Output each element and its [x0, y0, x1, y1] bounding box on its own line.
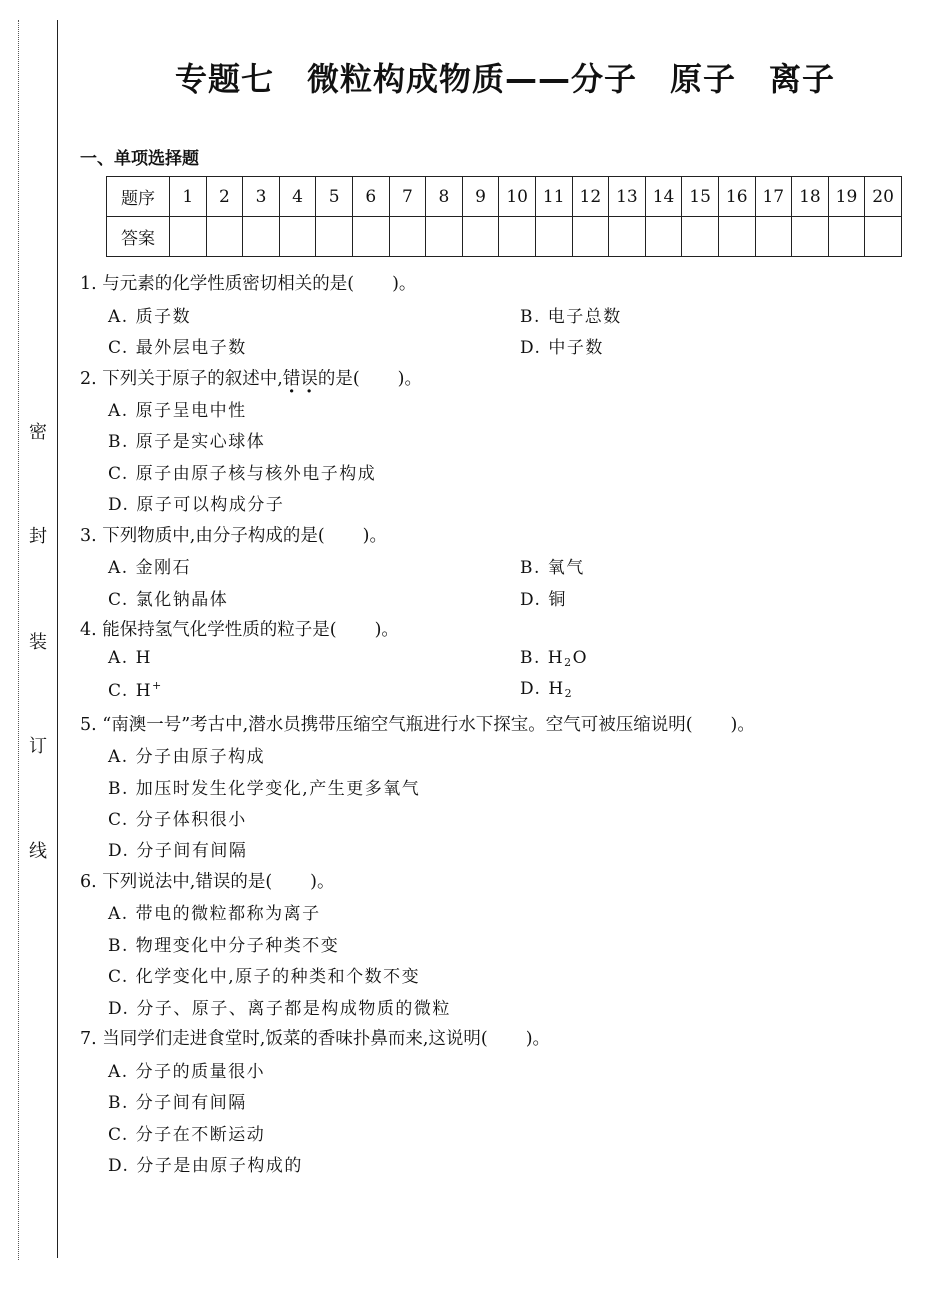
- question-3-stem: 3. 下列物质中,由分子构成的是( )。: [80, 526, 387, 546]
- number-cell: 20: [865, 177, 902, 217]
- option-1d[interactable]: D. 中子数: [520, 338, 604, 358]
- number-cell: 13: [609, 177, 646, 217]
- row-label-answer: 答案: [107, 217, 170, 257]
- number-cell: 12: [572, 177, 609, 217]
- answer-cell[interactable]: [316, 217, 353, 257]
- option-2a[interactable]: A. 原子呈电中性: [108, 401, 247, 421]
- option-6c[interactable]: C. 化学变化中,原子的种类和个数不变: [108, 967, 421, 987]
- answer-cell[interactable]: [206, 217, 243, 257]
- seal-char-4: 订: [29, 736, 47, 757]
- number-cell: 4: [279, 177, 316, 217]
- option-5c[interactable]: C. 分子体积很小: [108, 810, 247, 830]
- option-7d[interactable]: D. 分子是由原子构成的: [108, 1156, 303, 1176]
- answer-cell[interactable]: [792, 217, 829, 257]
- number-cell: 1: [170, 177, 207, 217]
- option-5a[interactable]: A. 分子由原子构成: [108, 747, 266, 767]
- option-3a[interactable]: A. 金刚石: [108, 558, 192, 578]
- seal-char-2: 封: [29, 526, 47, 547]
- option-3c[interactable]: C. 氯化钠晶体: [108, 590, 229, 610]
- option-7a[interactable]: A. 分子的质量很小: [108, 1062, 266, 1082]
- number-cell: 19: [828, 177, 865, 217]
- number-cell: 9: [462, 177, 499, 217]
- emphasis-mark: 误: [300, 369, 318, 389]
- answer-cell[interactable]: [462, 217, 499, 257]
- number-cell: 11: [535, 177, 572, 217]
- answer-cell[interactable]: [572, 217, 609, 257]
- seal-char-1: 密: [29, 422, 47, 443]
- answer-cell[interactable]: [828, 217, 865, 257]
- answer-cell[interactable]: [865, 217, 902, 257]
- number-cell: 3: [243, 177, 280, 217]
- option-6d[interactable]: D. 分子、原子、离子都是构成物质的微粒: [108, 999, 451, 1019]
- page-title: 专题七 微粒构成物质——分子 原子 离子: [174, 60, 835, 98]
- number-cell: 15: [682, 177, 719, 217]
- option-1c[interactable]: C. 最外层电子数: [108, 338, 247, 358]
- seal-char-3: 装: [29, 632, 47, 653]
- margin-rule: [57, 20, 58, 1258]
- option-2b[interactable]: B. 原子是实心球体: [108, 432, 266, 452]
- number-cell: 16: [718, 177, 755, 217]
- answer-cell[interactable]: [389, 217, 426, 257]
- seal-char-5: 线: [29, 841, 47, 862]
- seal-dotted-line: [18, 20, 19, 1260]
- section-title: 一、单项选择题: [80, 149, 199, 169]
- question-1-stem: 1. 与元素的化学性质密切相关的是( )。: [80, 274, 417, 294]
- option-3d[interactable]: D. 铜: [520, 590, 567, 610]
- question-5-stem: 5. “南澳一号”考古中,潜水员携带压缩空气瓶进行水下探宝。空气可被压缩说明( )。: [80, 715, 755, 735]
- number-cell: 18: [792, 177, 829, 217]
- answer-cell[interactable]: [718, 217, 755, 257]
- option-6b[interactable]: B. 物理变化中分子种类不变: [108, 936, 340, 956]
- option-2d[interactable]: D. 原子可以构成分子: [108, 495, 285, 515]
- question-4-stem: 4. 能保持氢气化学性质的粒子是( )。: [80, 620, 399, 640]
- option-4a[interactable]: A. H: [108, 648, 152, 668]
- option-4d[interactable]: D. $H_2$: [520, 679, 574, 700]
- number-cell: 5: [316, 177, 353, 217]
- number-cell: 8: [426, 177, 463, 217]
- option-7c[interactable]: C. 分子在不断运动: [108, 1125, 266, 1145]
- answer-cell[interactable]: [243, 217, 280, 257]
- answer-cell[interactable]: [609, 217, 646, 257]
- answer-cell[interactable]: [535, 217, 572, 257]
- number-cell: 14: [645, 177, 682, 217]
- answer-cell[interactable]: [352, 217, 389, 257]
- question-6-stem: 6. 下列说法中,错误的是( )。: [80, 872, 335, 892]
- answer-cell[interactable]: [645, 217, 682, 257]
- number-cell: 6: [352, 177, 389, 217]
- answer-cell[interactable]: [499, 217, 536, 257]
- answer-table-answer-row: [107, 217, 902, 257]
- emphasis-mark: 错: [282, 369, 301, 389]
- option-4c[interactable]: C. H+: [108, 679, 163, 701]
- answer-cell[interactable]: [682, 217, 719, 257]
- number-cell: 10: [499, 177, 536, 217]
- option-4b[interactable]: B. $H_2O$: [520, 648, 589, 669]
- option-1a[interactable]: A. 质子数: [108, 307, 192, 327]
- option-5d[interactable]: D. 分子间有间隔: [108, 841, 248, 861]
- number-cell: 7: [389, 177, 426, 217]
- question-7-stem: 7. 当同学们走进食堂时,饭菜的香味扑鼻而来,这说明( )。: [80, 1029, 551, 1049]
- answer-cell[interactable]: [426, 217, 463, 257]
- option-5b[interactable]: B. 加压时发生化学变化,产生更多氧气: [108, 779, 421, 799]
- row-label-number: 题序: [107, 177, 170, 217]
- option-7b[interactable]: B. 分子间有间隔: [108, 1093, 247, 1113]
- question-2-stem: 2. 下列关于原子的叙述中,错误的是( )。: [80, 369, 422, 389]
- option-6a[interactable]: A. 带电的微粒都称为离子: [108, 904, 321, 924]
- option-1b[interactable]: B. 电子总数: [520, 307, 622, 327]
- number-cell: 2: [206, 177, 243, 217]
- answer-cell[interactable]: [755, 217, 792, 257]
- option-3b[interactable]: B. 氧气: [520, 558, 585, 578]
- answer-cell[interactable]: [170, 217, 207, 257]
- number-cell: 17: [755, 177, 792, 217]
- option-2c[interactable]: C. 原子由原子核与核外电子构成: [108, 464, 377, 484]
- answer-cell[interactable]: [279, 217, 316, 257]
- answer-table-number-row: [107, 177, 902, 217]
- answer-table: [106, 176, 902, 257]
